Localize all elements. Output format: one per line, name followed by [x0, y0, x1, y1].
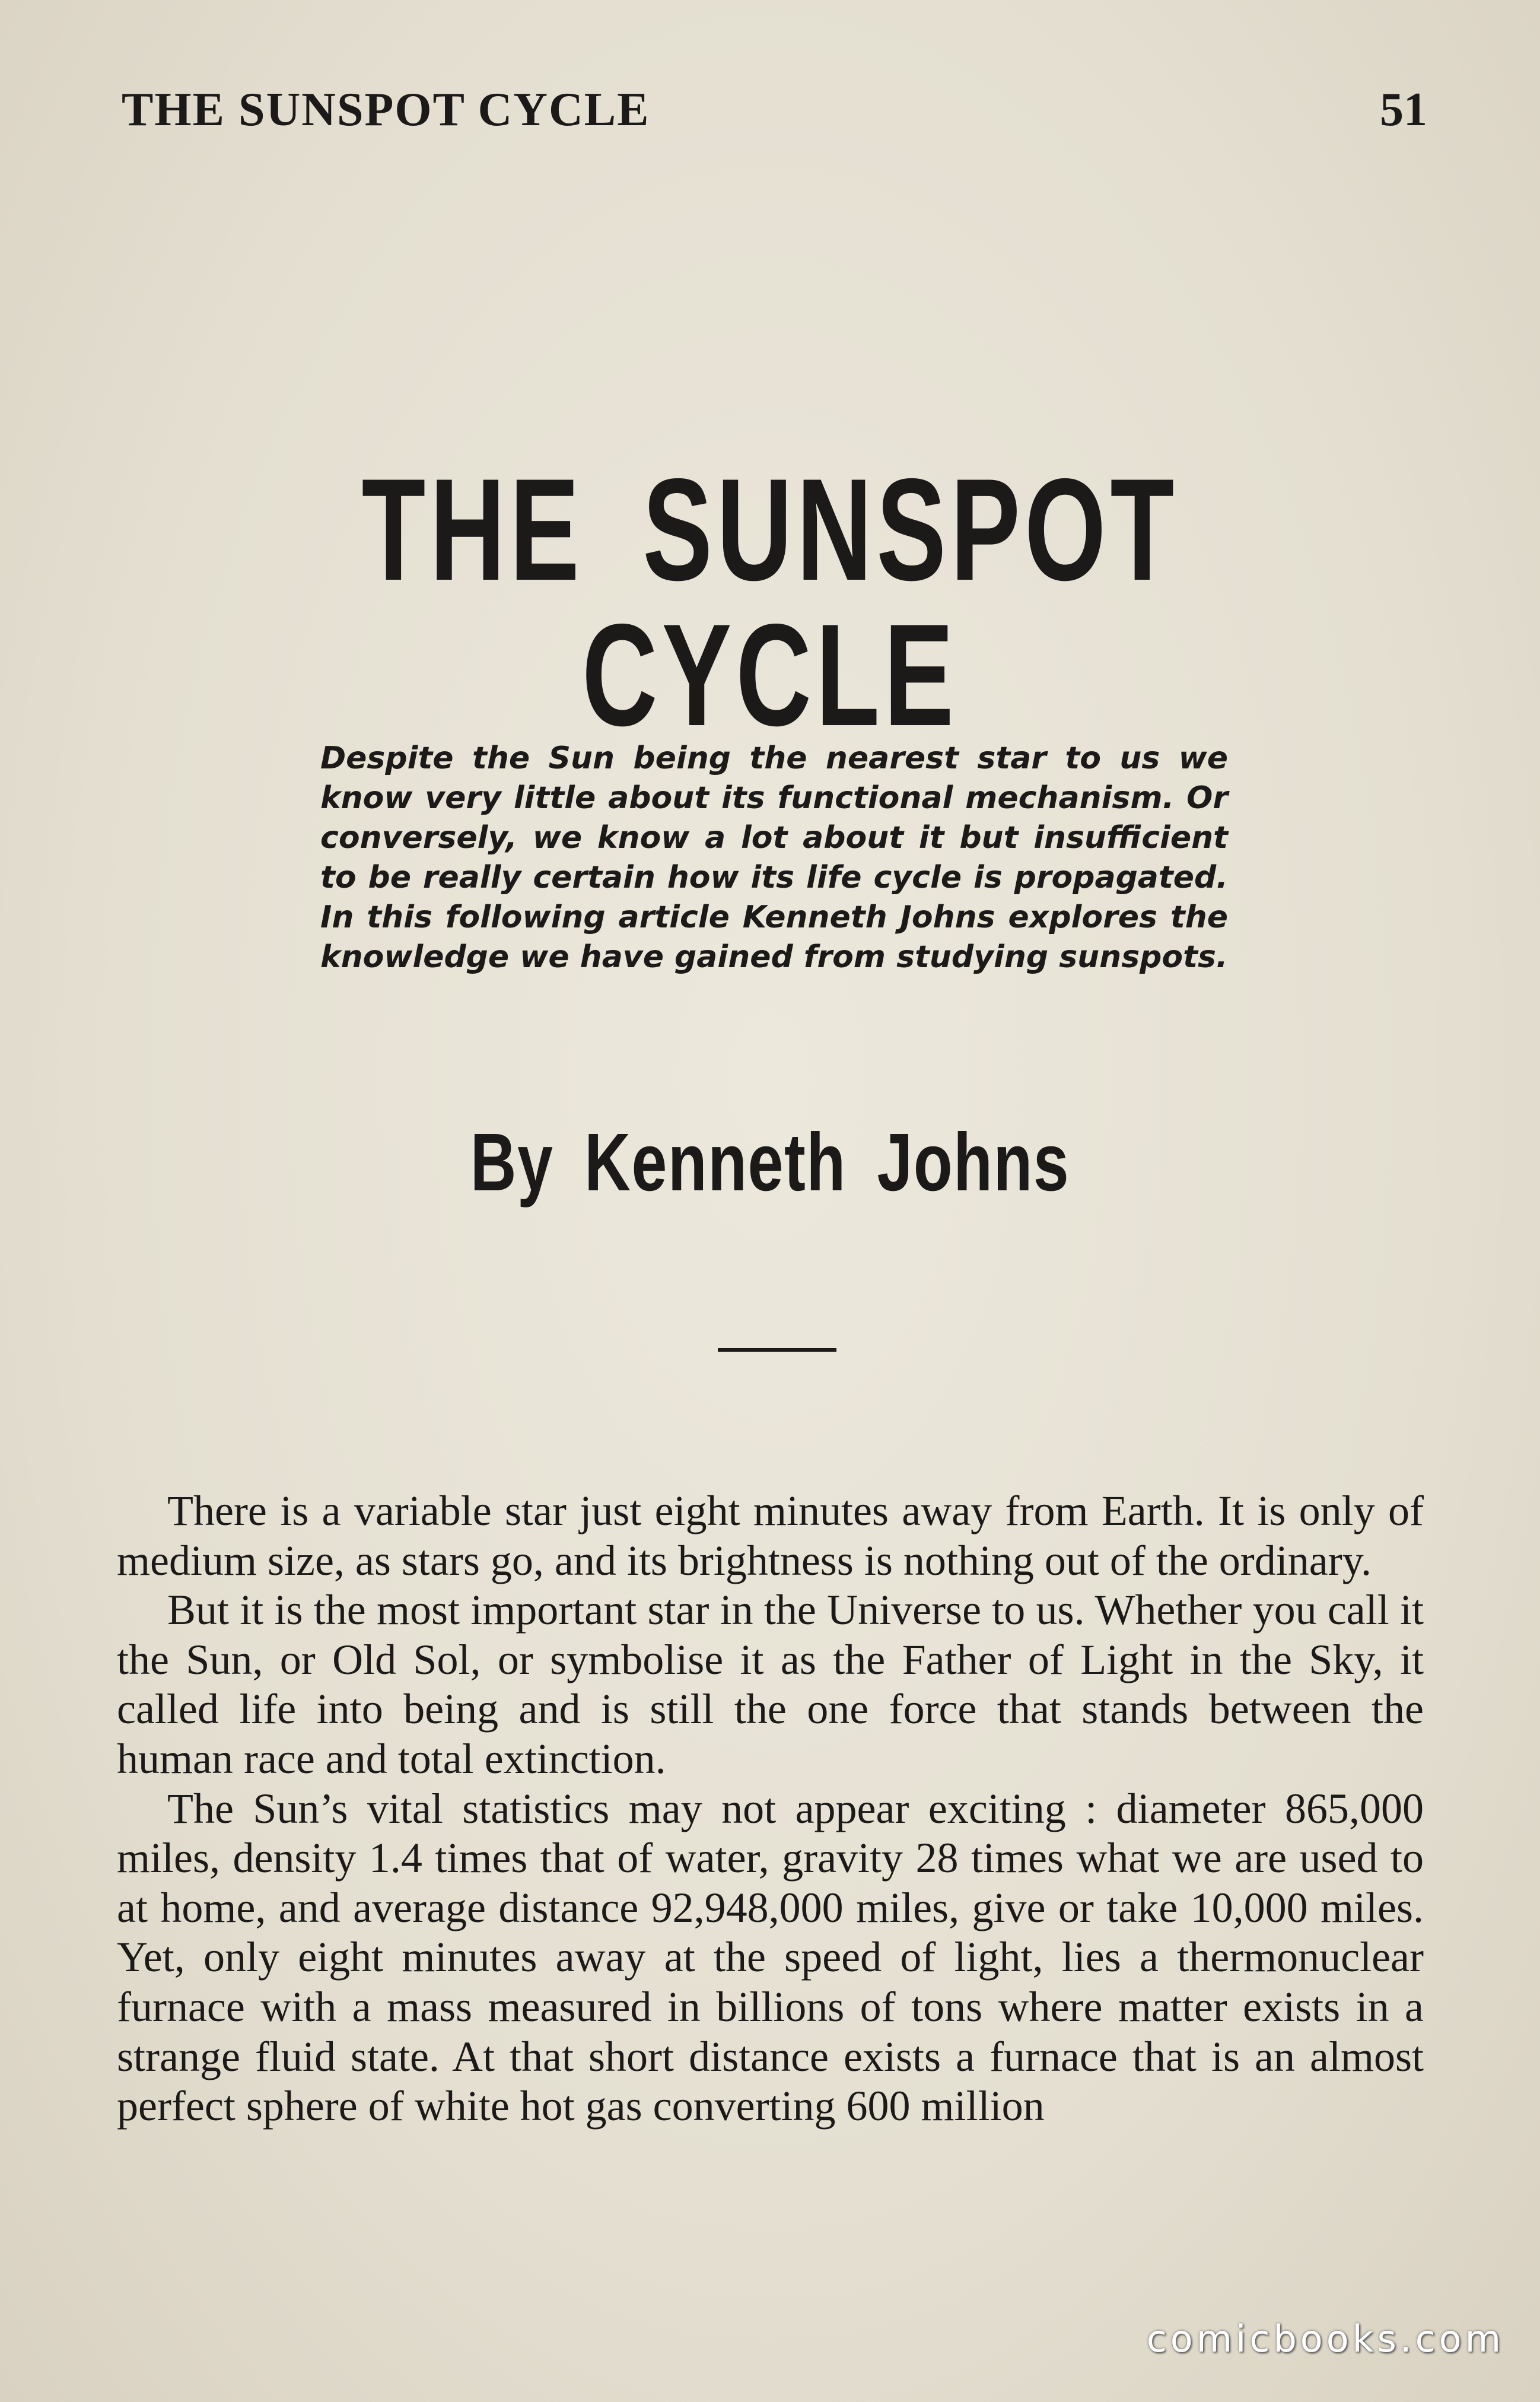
- paragraph-3: The Sun’s vital statistics may not appear exciting : diameter 865,000 miles, density 1.4 times that of water, gravity 28 times what we are used to at home, and average distance 92,948,000 miles, give or take 10,000 miles. Yet, only eight minutes away at the speed of light, lies a thermonuclear furnace with a mass measured in billions of tons where matter exists in a strange fluid state. At that short distance exists a furnace that is an almost perfect sphere of white hot gas converting 600 million: [117, 1784, 1424, 2130]
- section-divider: [718, 1348, 836, 1352]
- byline: By Kenneth Johns: [470, 1117, 1070, 1208]
- paragraph-2: But it is the most important star in the Universe to us. Whether you call it the Sun, or Old Sol, or symbolise it as the Father of Light in the Sky, it called life into being and is still the one force that stands between the human race and total extinction.: [117, 1586, 1424, 1783]
- article-title: THE SUNSPOT CYCLE: [361, 448, 1179, 756]
- paragraph-1: There is a variable star just eight minutes away from Earth. It is only of medium size, as stars go, and its brightness is nothing out of the ordinary.: [117, 1487, 1424, 1584]
- running-head: THE SUNSPOT CYCLE: [122, 84, 650, 136]
- site-watermark: comicbooks.com: [1146, 2317, 1504, 2360]
- standfirst: Despite the Sun being the nearest star to us we know very little about its functional mechanism. Or conversely, we know a lot about it but insufficient to be really certain how its life cycle is propagated. In this following article Kenneth Johns explores the knowledge we have gained from studying sunspots.: [320, 741, 1228, 975]
- page-number: 51: [1380, 84, 1427, 136]
- article-body: [117, 1486, 1424, 2131]
